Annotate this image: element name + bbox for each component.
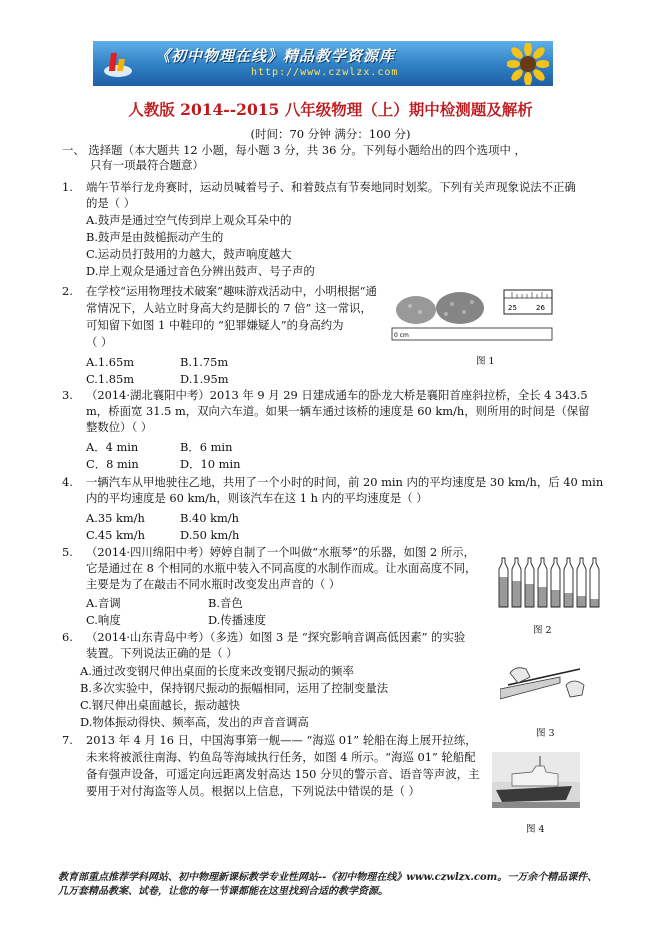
ruler-label-26: 26 — [536, 304, 545, 312]
option-a: A.鼓声是通过空气传到岸上观众耳朵中的 — [86, 213, 292, 227]
site-logo-icon — [101, 47, 135, 81]
page-title: 人教版 2014--2015 八年级物理（上）期中检测题及解析 — [128, 100, 533, 119]
question-text: 要用于对付海盗等人员。根据以上信息，下列说法中错误的是（ ） — [86, 784, 420, 798]
question-number: 4. — [62, 475, 73, 489]
option-d: D.50 km/h — [180, 528, 240, 542]
option-d: D.1.95m — [180, 372, 229, 386]
footer-line-2: 几万套精品教案、试卷，让您的每一节课都能在这里找到合适的教学资源。 — [58, 886, 388, 897]
section-heading: 一、 选择题（本大题共 12 小题，每小题 3 分，共 36 分。下列每小题给出的四个选项中 ， — [62, 143, 526, 157]
question-text: （2014·湖北襄阳中考）2013 年 9 月 29 日建成通车的卧龙大桥是襄阳首座斜拉桥，全长 4 343.5 — [86, 388, 588, 402]
option-b: B.1.75m — [180, 355, 229, 369]
sunflower-icon — [507, 43, 549, 85]
figure-3-ruler-experiment — [500, 655, 590, 707]
option-d: D.物体振动得快、频率高，发出的声音音调高 — [80, 715, 309, 729]
option-b: B．6 min — [180, 440, 233, 454]
option-a: A.1.65m — [86, 355, 135, 369]
banner-title: 《初中物理在线》精品教学资源库 — [155, 47, 396, 65]
question-text: 常情况下，人站立时身高大约是脚长的 7 倍” 这一常识， — [86, 301, 372, 315]
option-a: A．4 min — [86, 440, 139, 454]
question-number: 2. — [62, 284, 73, 298]
section-heading-cont: 只有一项最符合题意） — [90, 158, 204, 172]
option-a: A.通过改变钢尺伸出桌面的长度来改变钢尺振动的频率 — [80, 664, 354, 678]
question-number: 5. — [62, 545, 73, 559]
option-b: B.鼓声是由鼓槌振动产生的 — [86, 230, 224, 244]
question-text: 可知留下如图 1 中鞋印的 “犯罪嫌疑人”的身高约为 — [86, 318, 344, 332]
question-text: 端午节举行龙舟赛时，运动员喊着号子、和着鼓点有节奏地同时划桨。下列有关声现象说法不正确 — [86, 180, 576, 194]
figure-4-ship-photo — [492, 752, 580, 808]
exam-info: (时间：70 分钟 满分：100 分) — [250, 127, 411, 141]
figure-1-caption: 图 1 — [476, 356, 495, 367]
option-a: A.35 km/h — [86, 511, 145, 525]
banner-url[interactable]: http://www.czwlzx.com — [251, 67, 399, 78]
option-c: C.运动员打鼓用的力越大，鼓声响度越大 — [86, 247, 292, 261]
question-text: （ ） — [86, 335, 113, 349]
option-d: D．10 min — [180, 457, 241, 471]
shoeprint-sole — [436, 292, 484, 324]
option-c: C.钢尺伸出桌面越长，振动越快 — [80, 698, 241, 712]
question-text: （2014·山东青岛中考）（多选）如图 3 是 “探究影响音调高低因素” 的实验 — [86, 630, 466, 644]
ruler-bottom — [392, 328, 552, 340]
question-text: 备有强声设备，可遥定向远距离发射高达 150 分贝的警示音、语音等声波，主 — [86, 767, 480, 781]
question-text: 2013 年 4 月 16 日，中国海事第一舰—— “海巡 01” 轮船在海上展开拉练， — [86, 733, 477, 747]
figure-1-shoeprint — [390, 284, 560, 346]
option-d: D.岸上观众是通过音色分辨出鼓声、号子声的 — [86, 264, 315, 278]
page-footer — [58, 871, 597, 899]
question-text: 内的平均速度是 60 km/h，则该汽车在这 1 h 内的平均速度是（ ） — [86, 491, 428, 505]
ruler-label-25: 25 — [508, 304, 517, 312]
question-text: 它是通过在 8 个相同的水瓶中装入不同高度的水制作而成。让水面高度不同， — [86, 561, 477, 575]
figure-2-water-bottles — [496, 555, 604, 610]
figure-3-caption: 图 3 — [536, 728, 555, 739]
ruler-label-0: 0 cm — [394, 332, 409, 339]
footer-line-1: 教育部重点推荐学科网站、初中物理新课标教学专业性网站--《初中物理在线》www.czwlzx.com。一万余个精品课件、 — [58, 872, 598, 883]
shoeprint-heel — [396, 296, 436, 324]
question-number: 7. — [62, 733, 73, 747]
option-b: B.多次实验中，保持钢尺振动的振幅相同，运用了控制变量法 — [80, 681, 389, 695]
option-a: A.音调 — [86, 596, 121, 610]
question-text: 整数位）（ ） — [86, 420, 153, 434]
option-b: B.40 km/h — [180, 511, 239, 525]
figure-4-caption: 图 4 — [526, 824, 545, 835]
question-number: 3. — [62, 388, 73, 402]
question-text: m，桥面宽 31.5 m，双向六车道。如果一辆车通过该桥的速度是 60 km/h，则所用的时间是（保留 — [86, 404, 590, 418]
option-c: C.45 km/h — [86, 528, 145, 542]
question-number: 6. — [62, 630, 73, 644]
option-c: C．8 min — [86, 457, 139, 471]
question-text: （2014·四川绵阳中考）婷婷自制了一个叫做“水瓶琴”的乐器，如图 2 所示， — [86, 545, 476, 559]
question-text: 未来将被派往南海、钓鱼岛等海域执行任务，如图 4 所示。“海巡 01” 轮船配 — [86, 750, 476, 764]
option-b: B.音色 — [208, 596, 243, 610]
question-text: 主要是为了在敲击不同水瓶时改变发出声音的（ ） — [86, 577, 341, 591]
option-c: C.1.85m — [86, 372, 135, 386]
question-number: 1. — [62, 180, 73, 194]
site-banner — [93, 41, 553, 86]
hand-plucking-icon — [566, 681, 584, 697]
question-text: 的是（ ） — [86, 196, 136, 210]
question-text: 在学校“运用物理技术破案”趣味游戏活动中，小明根据“通 — [86, 284, 377, 298]
question-text: 装置。下列说法正确的是（ ） — [86, 646, 238, 660]
option-c: C.响度 — [86, 613, 121, 627]
question-text: 一辆汽车从甲地驶往乙地，共用了一个小时的时间，前 20 min 内的平均速度是 30 km/h，后 40 min — [86, 475, 604, 489]
option-d: D.传播速度 — [208, 613, 266, 627]
figure-2-caption: 图 2 — [533, 625, 552, 636]
